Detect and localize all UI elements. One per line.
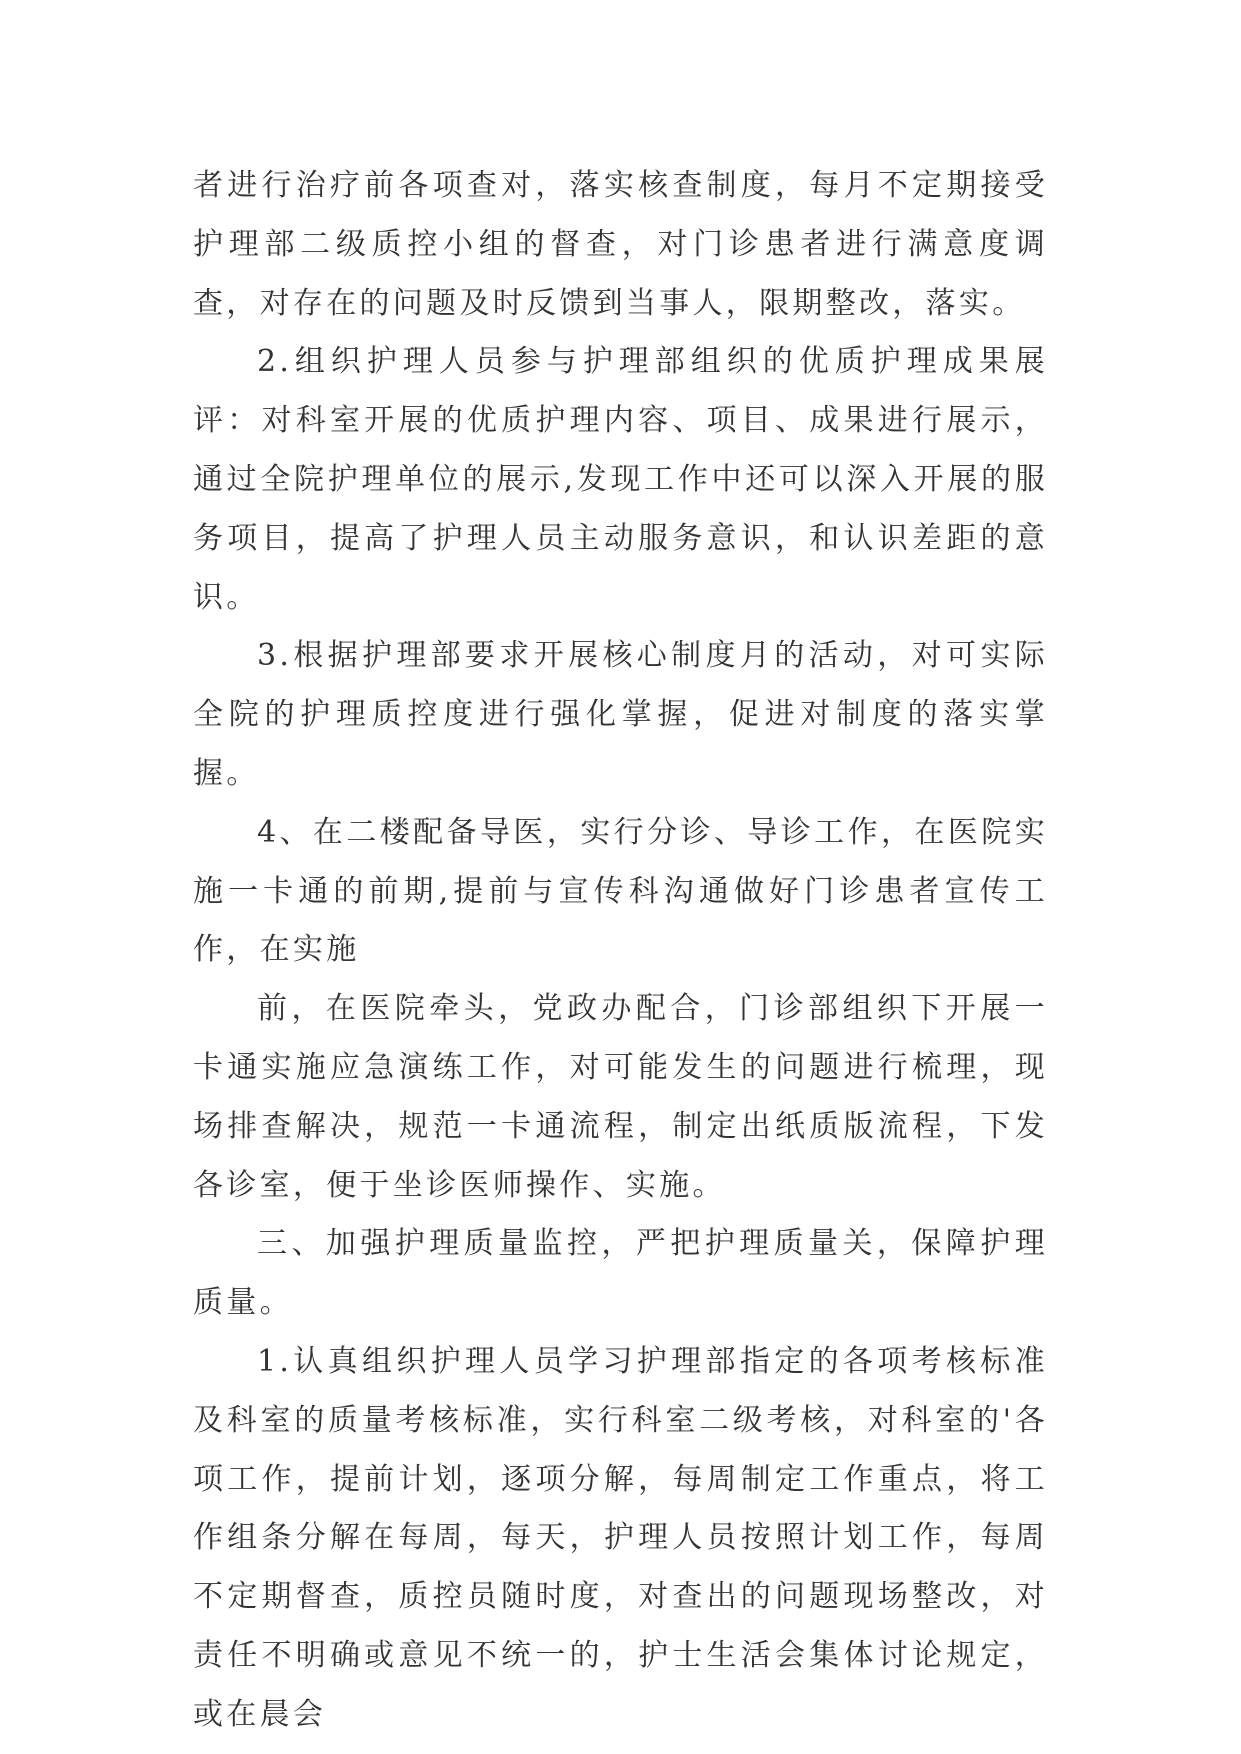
paragraph-continued: 者进行治疗前各项查对，落实核查制度，每月不定期接受护理部二级质控小组的督查，对门诊患者进行满意度调查，对存在的问题及时反馈到当事人，限期整改，落实。 bbox=[193, 168, 1048, 321]
paragraph-item-3: 3.根据护理部要求开展核心制度月的活动，对可实际全院的护理质控度进行强化掌握，促进对制度的落实掌握。 bbox=[193, 638, 1048, 791]
document-body bbox=[193, 157, 1048, 1745]
paragraph-item-4-continued: 前，在医院牵头，党政办配合，门诊部组织下开展一卡通实施应急演练工作，对可能发生的问题进行梳理，现场排查解决，规范一卡通流程，制定出纸质版流程，下发各诊室，便于坐诊医师操作、实施。 bbox=[193, 991, 1048, 1203]
paragraph-item-4: 4、在二楼配备导医，实行分诊、导诊工作，在医院实施一卡通的前期,提前与宣传科沟通做好门诊患者宣传工作，在实施 bbox=[193, 814, 1048, 968]
section-heading-3: 三、加强护理质量监控，严把护理质量关，保障护理质量。 bbox=[193, 1226, 1048, 1321]
paragraph-item-2: 2.组织护理人员参与护理部组织的优质护理成果展评：对科室开展的优质护理内容、项目、成果进行展示，通过全院护理单位的展示,发现工作中还可以深入开展的服务项目，提高了护理人员主动服务意识，和认识差距的意识。 bbox=[193, 344, 1048, 615]
paragraph-section-3-item-1: 1.认真组织护理人员学习护理部指定的各项考核标准及科室的质量考核标准，实行科室二级考核，对科室的'各项工作，提前计划，逐项分解，每周制定工作重点，将工作组条分解在每周，每天，护理人员按照计划工作，每周不定期督查，质控员随时度，对查出的问题现场整改，对责任不明确或意见不统一的，护士生活会集体讨论规定，或在晨会 bbox=[193, 1343, 1048, 1732]
